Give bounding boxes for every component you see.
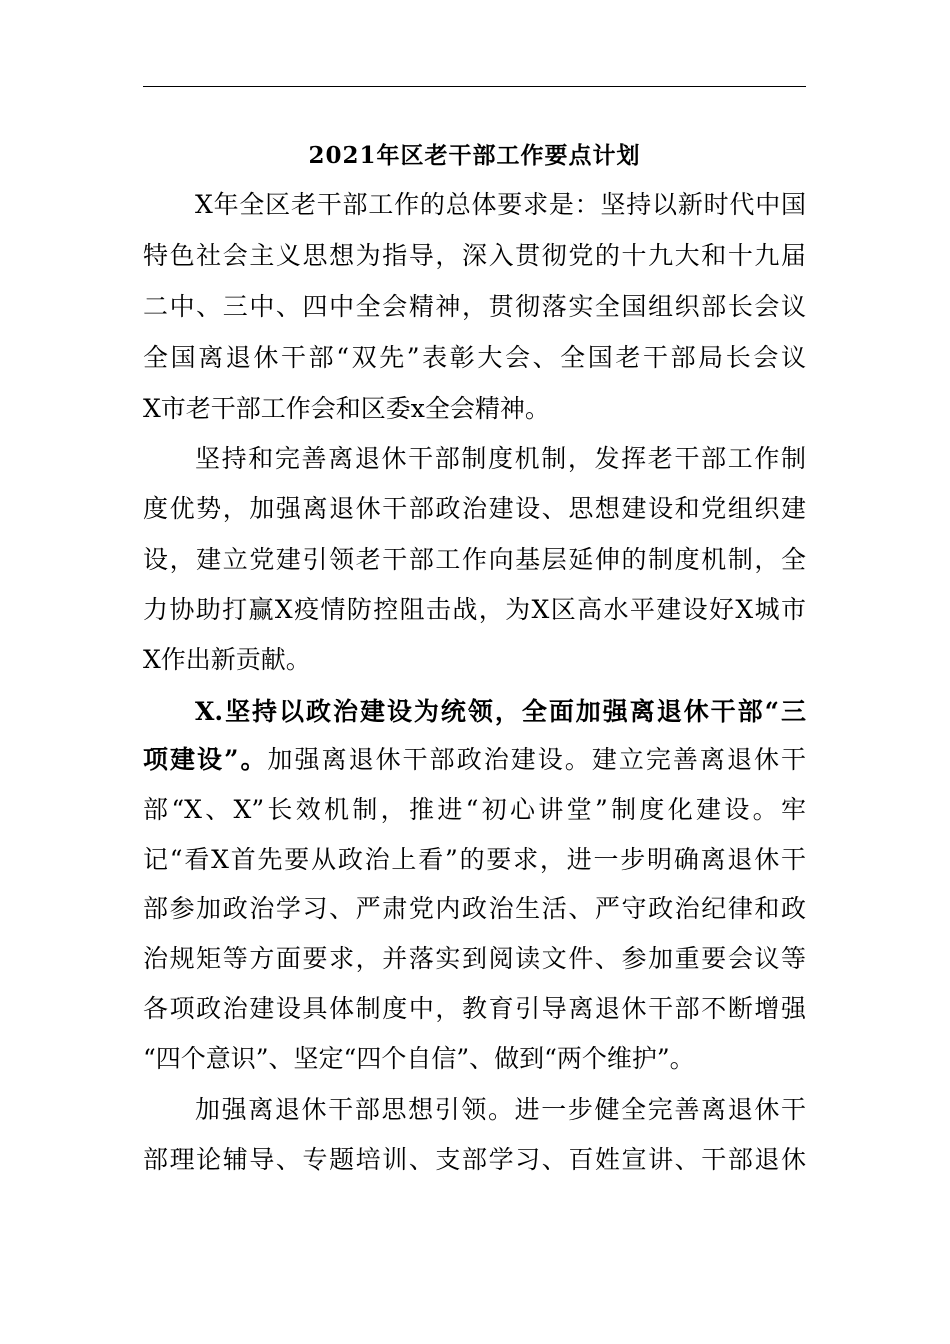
paragraph-line: X市老干部工作会和区委x全会精神。 <box>143 394 550 423</box>
paragraph-line: 部参加政治学习、严肃党内政治生活、严守政治纪律和政 <box>143 894 806 923</box>
paragraph-line: 记“看X首先要从政治上看”的要求，进一步明确离退休干 <box>143 845 806 874</box>
paragraph-line: 部“X、X”长效机制，推进“初心讲堂”制度化建设。牢 <box>143 795 806 824</box>
paragraph-line: 各项政治建设具体制度中，教育引导离退休干部不断增强 <box>143 994 806 1023</box>
paragraph-line: 全国离退休干部“双先”表彰大会、全国老干部局长会议 <box>143 343 806 372</box>
paragraph-line: 加强离退休干部思想引领。进一步健全完善离退休干 <box>195 1095 806 1124</box>
paragraph-line <box>143 735 806 785</box>
paragraph-line: 特色社会主义思想为指导，深入贯彻党的十九大和十九届 <box>143 241 806 270</box>
document-title: 2021年区老干部工作要点计划 <box>308 142 641 169</box>
paragraph-line: 度优势，加强离退休干部政治建设、思想建设和党组织建 <box>143 494 806 523</box>
section-heading: X.坚持以政治建设为统领，全面加强离退休干部“三 <box>195 697 806 726</box>
paragraph-line: 二中、三中、四中全会精神，贯彻落实全国组织部长会议 <box>143 292 806 321</box>
header-rule <box>143 86 806 87</box>
paragraph-line-rest: 加强离退休干部政治建设。建立完善离退休干 <box>267 745 806 774</box>
paragraph-line: 部理论辅导、专题培训、支部学习、百姓宣讲、干部退休 <box>143 1145 806 1174</box>
paragraph-line: 治规矩等方面要求，并落实到阅读文件、参加重要会议等 <box>143 944 806 973</box>
paragraph-line: X作出新贡献。 <box>143 645 311 674</box>
section-heading-tail: 项建设”。 <box>143 745 268 774</box>
paragraph-line: X年全区老干部工作的总体要求是：坚持以新时代中国 <box>195 190 806 219</box>
paragraph-line: “四个意识”、坚定“四个自信”、做到“两个维护”。 <box>143 1044 695 1073</box>
paragraph-line: 坚持和完善离退休干部制度机制，发挥老干部工作制 <box>195 444 806 473</box>
paragraph-line: 设，建立党建引领老干部工作向基层延伸的制度机制，全 <box>143 545 806 574</box>
paragraph-line: 力协助打赢X疫情防控阻击战，为X区高水平建设好X城市 <box>143 595 806 624</box>
